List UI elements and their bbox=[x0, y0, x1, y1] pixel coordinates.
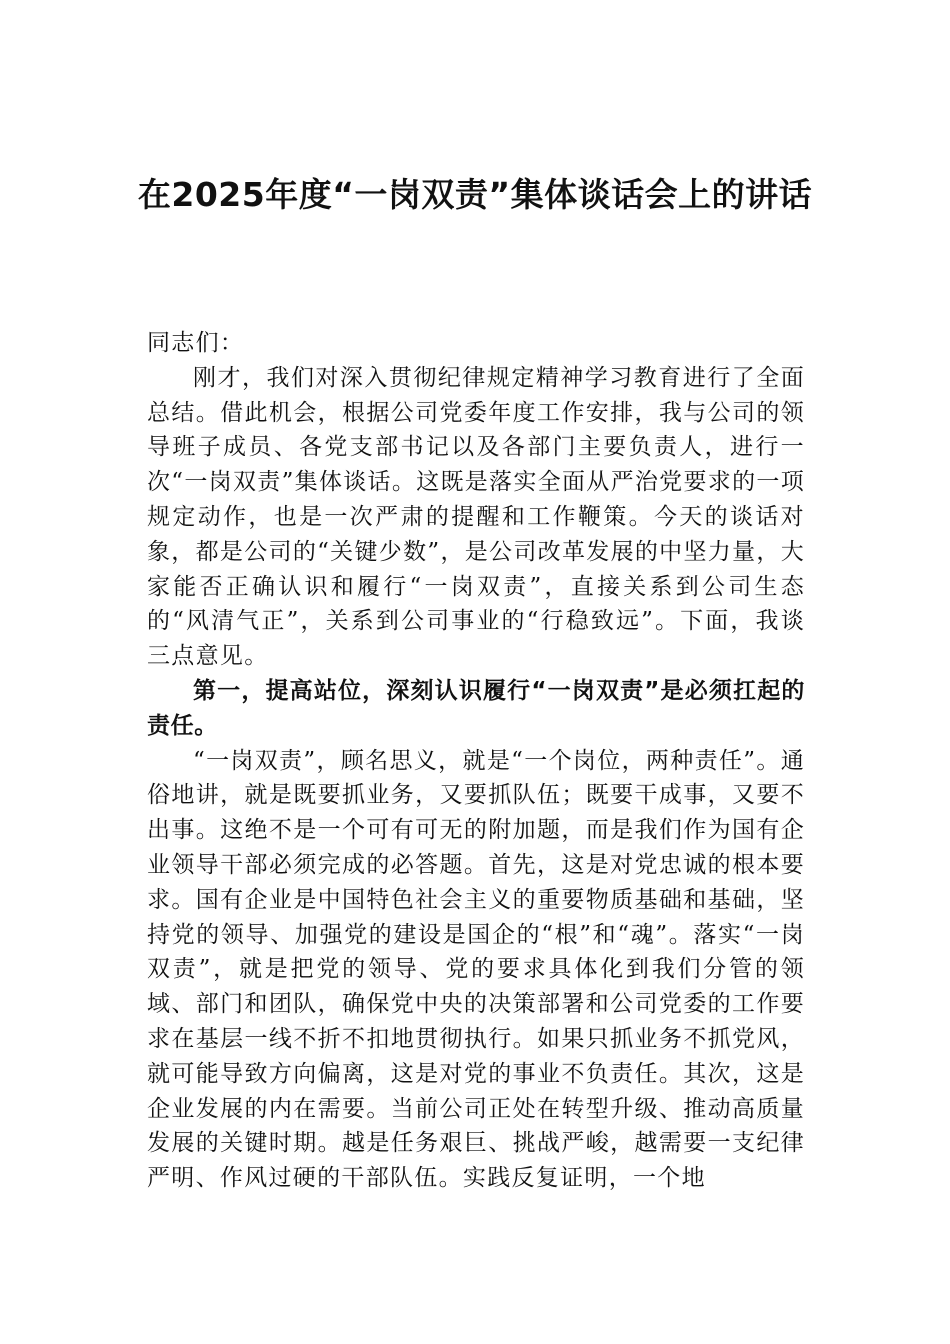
salutation: 同志们： bbox=[147, 330, 245, 356]
section-heading-1: 第一，提高站位，深刻认识履行“一岗双责”是必须扛起的责任。 bbox=[147, 677, 805, 739]
document-body bbox=[147, 326, 805, 1196]
paragraph-intro: 刚才，我们对深入贯彻纪律规定精神学习教育进行了全面总结。借此机会，根据公司党委年度工作安排，我与公司的领导班子成员、各党支部书记以及各部门主要负责人，进行一次“一岗双责”集体谈话。这既是落实全面从严治党要求的一项规定动作，也是一次严肃的提醒和工作鞭策。今天的谈话对象，都是公司的“关键少数”，是公司改革发展的中坚力量，大家能否正确认识和履行“一岗双责”，直接关系到公司生态的“风清气正”，关系到公司事业的“行稳致远”。下面，我谈三点意见。 bbox=[147, 364, 805, 670]
document-title: 在2025年度“一岗双责”集体谈话会上的讲话 bbox=[137, 175, 813, 214]
paragraph-section-1: “一岗双责”，顾名思义，就是“一个岗位，两种责任”。通俗地讲，就是既要抓业务，又要抓队伍；既要干成事，又要不出事。这绝不是一个可有可无的附加题，而是我们作为国有企业领导干部必须完成的必答题。首先，这是对党忠诚的根本要求。国有企业是中国特色社会主义的重要物质基础和基础，坚持党的领导、加强党的建设是国企的“根”和“魂”。落实“一岗双责”，就是把党的领导、党的要求具体化到我们分管的领域、部门和团队，确保党中央的决策部署和公司党委的工作要求在基层一线不折不扣地贯彻执行。如果只抓业务不抓党风，就可能导致方向偏离，这是对党的事业不负责任。其次，这是企业发展的内在需要。当前公司正处在转型升级、推动高质量发展的关键时期。越是任务艰巨、挑战严峻，越需要一支纪律严明、作风过硬的干部队伍。实践反复证明，一个地 bbox=[147, 747, 805, 1192]
